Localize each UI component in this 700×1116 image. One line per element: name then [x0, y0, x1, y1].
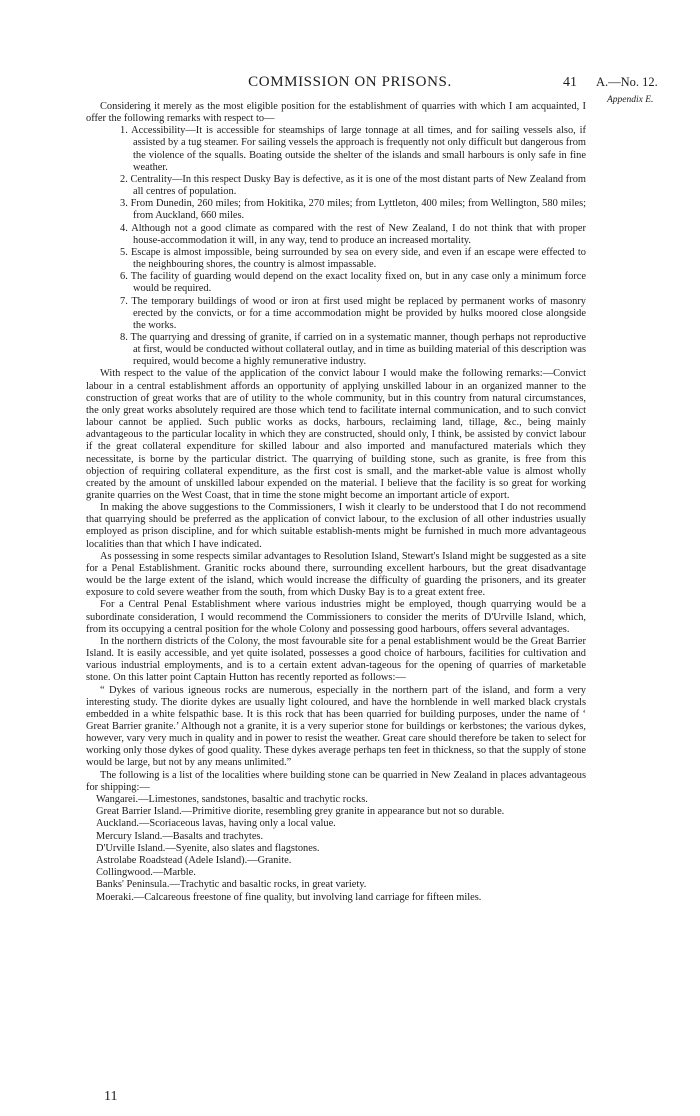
- remarks-list: [86, 125, 586, 368]
- paragraph: For a Central Penal Establishment where various industries might be employed, though quarrying would be a subordinate consideration, I would recommend the Commissioners to consider the merits of D'Urville Island, which, from its occupying a central position for the whole Colony and possessing good harbours, offers several advantages.: [86, 599, 586, 635]
- localities-list: [86, 794, 586, 904]
- locality-item: Moeraki.—Calcareous freestone of fine quality, but involving land carriage for fifteen miles.: [96, 891, 482, 903]
- locality-item: D'Urville Island.—Syenite, also slates and flagstones.: [96, 842, 320, 854]
- appendix-label: Appendix E.: [607, 95, 654, 105]
- block-quote: “ Dykes of various igneous rocks are numerous, especially in the northern part of the island, and form a very interesting study. The diorite dykes are usually light coloured, and have the hornblende in well marked black crystals embedded in a white felspathic base. It is this rock that has been quarried for building purposes, under the name of ‘ Great Barrier granite.’ Although not a granite, it is a very superior stone for buildings or kerbstones; the various dykes, however, vary very much in quality and in power to resist the weather. Great care should therefore be taken to select for working only those dykes of good quality. These dykes average perhaps ten feet in thickness, so that the supply of stone would be large, but not by any means unlimited.”: [86, 684, 586, 769]
- locality-item: Auckland.—Scoriaceous lavas, having only a local value.: [96, 818, 336, 830]
- paper-reference: A.—No. 12.: [596, 75, 658, 89]
- running-title: COMMISSION ON PRISONS.: [248, 74, 452, 90]
- remark-item: 4. Although not a good climate as compared with the rest of New Zealand, I do not think that with proper house-accommodation it will, in any way, tend to produce an increased mortality.: [120, 222, 586, 246]
- locality-item: Collingwood.—Marble.: [96, 867, 196, 879]
- remark-item: 7. The temporary buildings of wood or iron at first used might be replaced by permanent works of masonry erected by the convicts, or for a time accommodation might be provided by hulks moored close alongside the works.: [120, 295, 586, 331]
- remark-item: 8. The quarrying and dressing of granite, if carried on in a systematic manner, though perhaps not reproductive at first, would be conducted without collateral outlay, and in time as building material of this description was required, would become a highly remunerative industry.: [120, 331, 586, 368]
- remark-item: 6. The facility of guarding would depend on the exact locality fixed on, but in any case only a minimum force would be required.: [120, 271, 586, 295]
- remark-item: 2. Centrality—In this respect Dusky Bay is defective, as it is one of the most distant parts of New Zealand from all centres of population.: [120, 173, 586, 198]
- remark-item: 5. Escape is almost impossible, being surrounded by sea on every side, and even if an escape were effected to the neighbouring shores, the country is almost impassable.: [120, 246, 586, 271]
- paragraph: As possessing in some respects similar advantages to Resolution Island, Stewart's Island might be suggested as a site for a Penal Establishment. Granitic rocks abound there, surrounding excellent harbours, but the great disadvantage would be the large extent of the island, which would increase the difficulty of guarding the prisoners, and its greater exposure to cold severe weather from the south, from which Dusky Bay is to a great extent free.: [86, 550, 586, 599]
- remark-item: 3. From Dunedin, 260 miles; from Hokitika, 270 miles; from Lyttleton, 400 miles; from Wellington, 580 miles; from Auckland, 660 miles.: [120, 198, 586, 222]
- body-text: [86, 101, 586, 904]
- intro-paragraph: Considering it merely as the most eligible position for the establishment of quarries with which I am acquainted, I offer the following remarks with respect to—: [86, 101, 586, 125]
- paragraph: In making the above suggestions to the Commissioners, I wish it clearly to be understood that I do not recommend that quarrying should be preferred as the application of convict labour, to the exclusion of all other industries usually employed as prison discipline, and for which suitable establish-ments might be furnished in much more advantageous localities than that which I have indicated.: [86, 502, 586, 550]
- locality-item: Great Barrier Island.—Primitive diorite, resembling grey granite in appearance but not so durable.: [96, 806, 505, 818]
- signature-mark: 11: [104, 1089, 118, 1104]
- locality-item: Astrolabe Roadstead (Adele Island).—Granite.: [96, 854, 292, 866]
- list-intro: The following is a list of the localities where building stone can be quarried in New Zealand in places advantageous for shipping:—: [86, 769, 586, 793]
- locality-item: Banks' Peninsula.—Trachytic and basaltic rocks, in great variety.: [96, 879, 367, 891]
- locality-item: Mercury Island.—Basalts and trachytes.: [96, 830, 264, 842]
- paragraph: In the northern districts of the Colony, the most favourable site for a penal establishment would be the Great Barrier Island. It is easily accessible, and yet quite isolated, possesses a good choice of harbours, facilities for cultivation and various industrial employments, and is to a certain extent advan-tageous for the opening of quarries of marketable stone. On this latter point Captain Hutton has recently reported as follows:—: [86, 635, 586, 684]
- page-number: 41: [563, 75, 577, 90]
- paragraph: With respect to the value of the application of the convict labour I would make the following remarks:—Convict labour in a central establishment affords an opportunity of applying unskilled labour in an organized manner to the construction of great works that are of utility to the whole community, but in this country from natural circumstances, the only great works absolutely required are those which tend to facilitate internal communication, and to such convict labour cannot be applied. Such public works as docks, harbours, reclaiming land, tillage, &c., being mainly advantageous to the particular locality in which they are constructed, should only, I think, be assisted by convict labour if the great collateral expenditure for skilled labour and also imported and manufactured materials which they necessitate, is borne by the particular district. The quarrying of building stone, such as granite, is free from this objection of requiring collateral expenditure, as the first cost is small, and the market-able value is almost wholly created by the amount of unskilled labour expended on the material. I believe that the facility is so great for working granite quarries on the West Coast, that in time the stone might become an important article of export.: [86, 368, 586, 501]
- remark-item: 1. Accessibility—It is accessible for steamships of large tonnage at all times, and for sailing vessels also, if assisted by a tug steamer. For sailing vessels the approach is frequently not only difficult but dangerous from the violence of the squalls. Boating outside the shelter of the islands and small harbours is only safe in fine weather.: [120, 125, 586, 173]
- locality-item: Wangarei.—Limestones, sandstones, basaltic and trachytic rocks.: [96, 793, 368, 805]
